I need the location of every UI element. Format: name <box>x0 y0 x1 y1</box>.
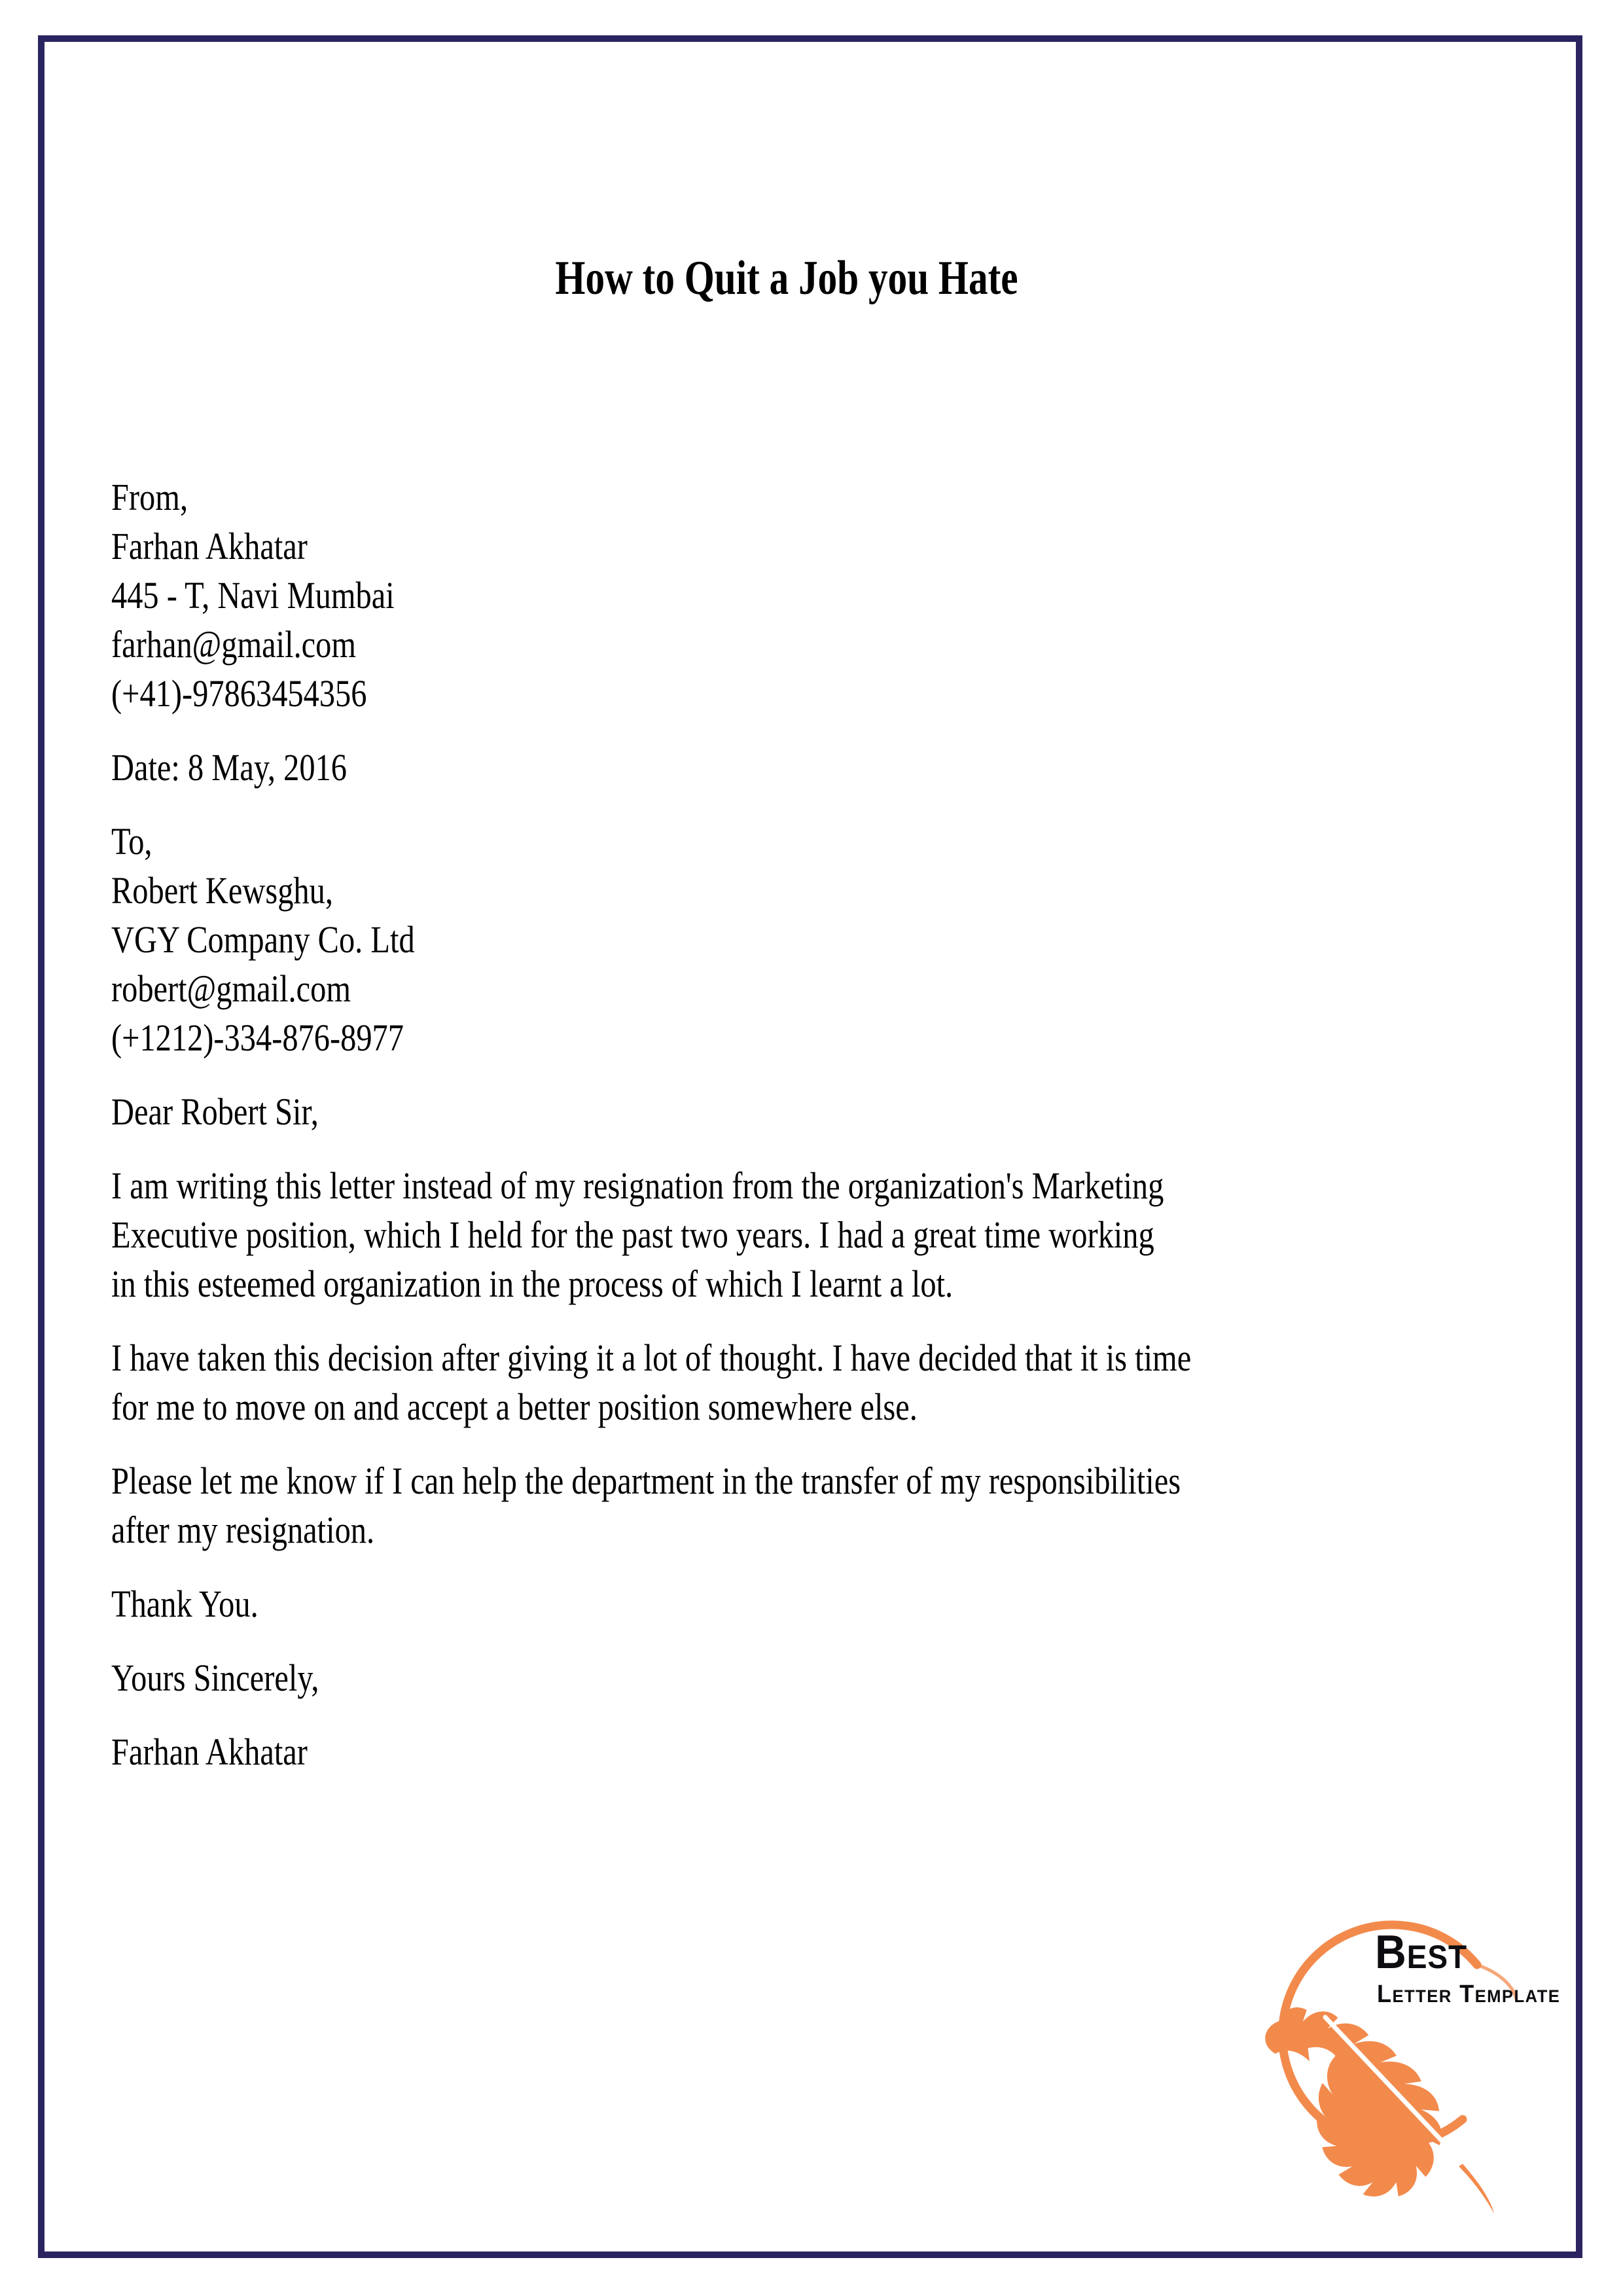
thanks-line: Thank You. <box>111 1583 259 1625</box>
sender-email: farhan@gmail.com <box>111 623 357 666</box>
body-paragraph-1 <box>111 1161 1467 1308</box>
paragraph-line: I have taken this decision after giving it a lot of thought. I have decided that it is time <box>111 1336 1192 1379</box>
paragraph-line: Executive position, which I held for the past two years. I had a great time working <box>111 1213 1154 1256</box>
recipient-block <box>111 817 1467 1062</box>
salutation: Dear Robert Sir, <box>111 1090 319 1133</box>
recipient-email: robert@gmail.com <box>111 967 351 1010</box>
letter-content <box>111 249 1466 1801</box>
paragraph-line: in this esteemed organization in the process of which I learnt a lot. <box>111 1263 954 1305</box>
page-title: How to Quit a Job you Hate <box>555 251 1018 305</box>
letter-body <box>111 473 1467 1776</box>
paragraph-line: I am writing this letter instead of my resignation from the organization's Marketing <box>111 1164 1164 1207</box>
date-block <box>111 743 1467 792</box>
logo-brand-text: Best <box>1375 1926 1467 1979</box>
date-line: Date: 8 May, 2016 <box>111 746 348 789</box>
sender-name: Farhan Akhatar <box>111 525 308 567</box>
paragraph-line: after my resignation. <box>111 1509 375 1551</box>
sender-label: From, <box>111 476 188 518</box>
body-paragraph-3 <box>111 1456 1467 1554</box>
recipient-company: VGY Company Co. Ltd <box>111 918 415 961</box>
sender-block <box>111 473 1467 718</box>
body-paragraph-2 <box>111 1333 1467 1431</box>
paragraph-line: Please let me know if I can help the department in the transfer of my responsibilities <box>111 1460 1181 1502</box>
feather-nib <box>1459 2164 1494 2214</box>
signature-block <box>111 1727 1467 1776</box>
valediction-block <box>111 1653 1467 1702</box>
signature-name: Farhan Akhatar <box>111 1731 308 1773</box>
thanks-block <box>111 1579 1467 1628</box>
sender-address: 445 - T, Navi Mumbai <box>111 574 395 617</box>
recipient-phone: (+1212)-334-876-8977 <box>111 1016 404 1059</box>
paragraph-line: for me to move on and accept a better position somewhere else. <box>111 1386 918 1428</box>
recipient-label: To, <box>111 820 152 863</box>
sender-phone: (+41)-97863454356 <box>111 672 367 715</box>
valediction: Yours Sincerely, <box>111 1657 319 1699</box>
salutation-block <box>111 1087 1467 1136</box>
logo-tagline-text: Letter Template <box>1377 1981 1561 2008</box>
best-letter-template-logo <box>1247 1892 1561 2232</box>
recipient-name: Robert Kewsghu, <box>111 869 333 912</box>
